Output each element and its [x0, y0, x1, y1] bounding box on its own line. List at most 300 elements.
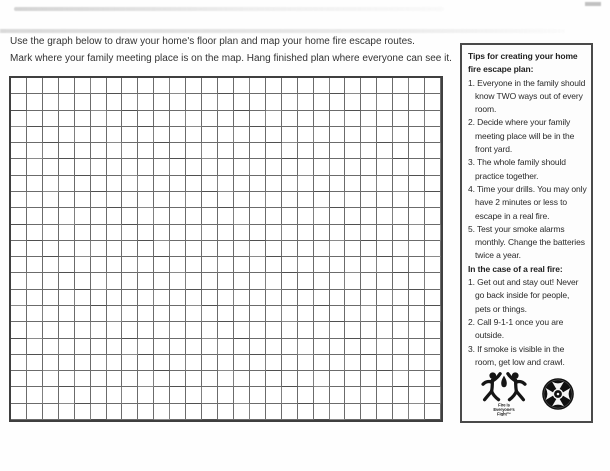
- grid-cell: [425, 94, 441, 110]
- grid-cell: [377, 257, 393, 273]
- grid-cell: [266, 257, 282, 273]
- grid-cell: [298, 94, 314, 110]
- grid-cell: [154, 143, 170, 159]
- grid-cell: [122, 257, 138, 273]
- grid-cell: [75, 192, 91, 208]
- grid-cell: [330, 371, 346, 387]
- grid-cell: [393, 339, 409, 355]
- grid-cell: [59, 159, 75, 175]
- grid-cell: [266, 111, 282, 127]
- grid-cell: [122, 306, 138, 322]
- grid-cell: [202, 94, 218, 110]
- grid-cell: [393, 176, 409, 192]
- grid-cell: [27, 176, 43, 192]
- grid-cell: [234, 290, 250, 306]
- grid-cell: [282, 273, 298, 289]
- grid-cell: [107, 208, 123, 224]
- instruction-line: Mark where your family meeting place is on the map. Hang finished plan where everyone can see it.: [10, 53, 452, 64]
- grid-cell: [170, 339, 186, 355]
- grid-cell: [107, 290, 123, 306]
- grid-cell: [377, 127, 393, 143]
- grid-cell: [154, 273, 170, 289]
- grid-cell: [154, 339, 170, 355]
- grid-cell: [122, 355, 138, 371]
- grid-cell: [345, 225, 361, 241]
- grid-cell: [186, 404, 202, 420]
- grid-cell: [298, 273, 314, 289]
- grid-cell: [314, 273, 330, 289]
- grid-cell: [298, 322, 314, 338]
- grid-cell: [266, 306, 282, 322]
- grid-cell: [314, 143, 330, 159]
- grid-cell: [91, 387, 107, 403]
- grid-cell: [170, 322, 186, 338]
- grid-cell: [234, 241, 250, 257]
- grid-cell: [91, 257, 107, 273]
- grid-cell: [298, 306, 314, 322]
- grid-cell: [27, 159, 43, 175]
- grid-cell: [298, 257, 314, 273]
- grid-cell: [138, 404, 154, 420]
- grid-cell: [186, 127, 202, 143]
- grid-cell: [138, 306, 154, 322]
- grid-cell: [218, 273, 234, 289]
- grid-cell: [27, 306, 43, 322]
- grid-cell: [154, 322, 170, 338]
- grid-cell: [377, 241, 393, 257]
- grid-cell: [218, 111, 234, 127]
- real-fire-steps-list: [468, 276, 587, 369]
- grid-cell: [314, 290, 330, 306]
- grid-cell: [314, 404, 330, 420]
- grid-cell: [282, 387, 298, 403]
- grid-cell: [361, 159, 377, 175]
- grid-cell: [282, 192, 298, 208]
- logo-text-line: Fire is: [498, 402, 511, 408]
- grid-cell: [186, 257, 202, 273]
- tip-item: 4. Time your drills. You may only have 2 minutes or less to escape in a real fire.: [468, 183, 587, 221]
- grid-cell: [361, 387, 377, 403]
- grid-cell: [202, 127, 218, 143]
- grid-cell: [43, 306, 59, 322]
- grid-cell: [91, 290, 107, 306]
- grid-cell: [393, 322, 409, 338]
- grid-cell: [266, 192, 282, 208]
- grid-cell: [330, 127, 346, 143]
- grid-cell: [377, 387, 393, 403]
- grid-cell: [11, 404, 27, 420]
- grid-cell: [154, 208, 170, 224]
- grid-cell: [43, 322, 59, 338]
- grid-cell: [250, 290, 266, 306]
- grid-cell: [186, 225, 202, 241]
- grid-cell: [154, 404, 170, 420]
- tips-panel: [460, 43, 593, 423]
- grid-cell: [107, 257, 123, 273]
- grid-cell: [202, 339, 218, 355]
- grid-cell: [330, 290, 346, 306]
- grid-cell: [154, 257, 170, 273]
- grid-cell: [234, 306, 250, 322]
- grid-cell: [425, 404, 441, 420]
- grid-cell: [122, 371, 138, 387]
- grid-cell: [138, 322, 154, 338]
- grid-cell: [138, 94, 154, 110]
- grid-cell: [250, 306, 266, 322]
- grid-cell: [266, 241, 282, 257]
- grid-cell: [345, 290, 361, 306]
- grid-cell: [91, 339, 107, 355]
- grid-cell: [11, 143, 27, 159]
- grid-cell: [186, 94, 202, 110]
- grid-cell: [122, 404, 138, 420]
- grid-cell: [27, 355, 43, 371]
- scan-artifact: [585, 2, 601, 6]
- grid-cell: [59, 355, 75, 371]
- grid-cell: [154, 176, 170, 192]
- grid-cell: [27, 273, 43, 289]
- grid-cell: [377, 192, 393, 208]
- grid-cell: [202, 371, 218, 387]
- grid-cell: [361, 143, 377, 159]
- grid-cell: [107, 355, 123, 371]
- grid-cell: [250, 257, 266, 273]
- grid-cell: [345, 273, 361, 289]
- grid-cell: [345, 404, 361, 420]
- grid-cell: [250, 273, 266, 289]
- grid-cell: [393, 192, 409, 208]
- grid-cell: [393, 78, 409, 94]
- grid-cell: [330, 192, 346, 208]
- grid-cell: [202, 143, 218, 159]
- grid-cell: [266, 404, 282, 420]
- grid-cell: [314, 127, 330, 143]
- grid-cell: [234, 176, 250, 192]
- grid-cell: [218, 225, 234, 241]
- grid-cell: [59, 94, 75, 110]
- grid-cell: [330, 159, 346, 175]
- grid-cell: [107, 127, 123, 143]
- real-fire-step: 3. If smoke is visible in the room, get low and crawl.: [468, 343, 565, 367]
- tips-list: [468, 77, 587, 263]
- grid-cell: [27, 225, 43, 241]
- grid-cell: [345, 192, 361, 208]
- grid-cell: [154, 159, 170, 175]
- grid-cell: [282, 94, 298, 110]
- fire-department-badge-icon: [541, 377, 575, 411]
- grid-cell: [266, 176, 282, 192]
- scan-artifact: [14, 7, 444, 11]
- grid-cell: [425, 371, 441, 387]
- grid-cell: [91, 241, 107, 257]
- grid-cell: [298, 78, 314, 94]
- grid-cell: [330, 176, 346, 192]
- grid-cell: [138, 225, 154, 241]
- grid-cell: [282, 339, 298, 355]
- grid-cell: [154, 127, 170, 143]
- grid-cell: [314, 257, 330, 273]
- grid-cell: [11, 111, 27, 127]
- grid-cell: [122, 192, 138, 208]
- grid-cell: [330, 78, 346, 94]
- grid-cell: [425, 355, 441, 371]
- grid-cell: [377, 306, 393, 322]
- grid-cell: [107, 404, 123, 420]
- grid-cell: [186, 208, 202, 224]
- grid-cell: [330, 257, 346, 273]
- grid-cell: [409, 94, 425, 110]
- grid-cell: [314, 208, 330, 224]
- grid-cell: [91, 143, 107, 159]
- grid-cell: [170, 111, 186, 127]
- grid-cell: [43, 273, 59, 289]
- grid-cell: [43, 290, 59, 306]
- grid-cell: [218, 127, 234, 143]
- grid-cell: [425, 159, 441, 175]
- grid-cell: [107, 176, 123, 192]
- grid-cell: [298, 225, 314, 241]
- grid-cell: [409, 111, 425, 127]
- grid-cell: [314, 241, 330, 257]
- grid-cell: [250, 322, 266, 338]
- grid-cell: [91, 176, 107, 192]
- grid-cell: [361, 290, 377, 306]
- grid-cell: [377, 225, 393, 241]
- grid-cell: [59, 176, 75, 192]
- grid-cell: [314, 94, 330, 110]
- grid-cell: [75, 290, 91, 306]
- grid-cell: [202, 111, 218, 127]
- grid-cell: [250, 111, 266, 127]
- grid-cell: [266, 355, 282, 371]
- grid-cell: [425, 290, 441, 306]
- grid-cell: [314, 322, 330, 338]
- grid-cell: [107, 225, 123, 241]
- grid-cell: [75, 143, 91, 159]
- grid-cell: [122, 208, 138, 224]
- grid-cell: [122, 322, 138, 338]
- grid-cell: [27, 387, 43, 403]
- grid-cell: [298, 404, 314, 420]
- grid-cell: [218, 143, 234, 159]
- grid-cell: [377, 339, 393, 355]
- grid-cell: [361, 339, 377, 355]
- grid-cell: [361, 176, 377, 192]
- grid-cell: [75, 355, 91, 371]
- grid-cell: [154, 371, 170, 387]
- grid-cell: [234, 322, 250, 338]
- grid-cell: [186, 143, 202, 159]
- grid-cell: [59, 127, 75, 143]
- grid-cell: [122, 387, 138, 403]
- grid-cell: [59, 404, 75, 420]
- grid-cell: [409, 78, 425, 94]
- grid-cell: [425, 225, 441, 241]
- grid-cell: [107, 192, 123, 208]
- grid-cell: [138, 290, 154, 306]
- grid-cell: [218, 159, 234, 175]
- grid-cell: [75, 127, 91, 143]
- grid-cell: [75, 273, 91, 289]
- grid-cell: [314, 371, 330, 387]
- grid-cell: [234, 339, 250, 355]
- grid-cell: [377, 176, 393, 192]
- grid-cell: [409, 306, 425, 322]
- grid-cell: [234, 159, 250, 175]
- grid-cell: [330, 387, 346, 403]
- instruction-line: Use the graph below to draw your home's floor plan and map your home fire escape routes.: [10, 36, 415, 47]
- grid-cell: [11, 176, 27, 192]
- grid-cell: [314, 306, 330, 322]
- grid-cell: [170, 159, 186, 175]
- grid-cell: [122, 241, 138, 257]
- grid-cell: [11, 127, 27, 143]
- grid-cell: [11, 355, 27, 371]
- grid-cell: [75, 404, 91, 420]
- grid-cell: [361, 371, 377, 387]
- grid-cell: [234, 404, 250, 420]
- grid-cell: [91, 306, 107, 322]
- flame-icon: [502, 376, 508, 388]
- grid-cell: [138, 339, 154, 355]
- grid-cell: [75, 306, 91, 322]
- grid-cell: [250, 339, 266, 355]
- grid-cell: [282, 257, 298, 273]
- grid-cell: [330, 404, 346, 420]
- grid-cell: [266, 290, 282, 306]
- grid-cell: [377, 273, 393, 289]
- grid-cell: [43, 127, 59, 143]
- grid-cell: [345, 306, 361, 322]
- grid-cell: [59, 143, 75, 159]
- grid-cell: [266, 94, 282, 110]
- grid-cell: [425, 257, 441, 273]
- grid-cell: [330, 143, 346, 159]
- grid-cell: [122, 127, 138, 143]
- tip-item: 3. The whole family should practice together.: [468, 157, 566, 181]
- grid-cell: [202, 225, 218, 241]
- grid-cell: [218, 387, 234, 403]
- grid-cell: [409, 339, 425, 355]
- grid-cell: [282, 306, 298, 322]
- grid-cell: [218, 208, 234, 224]
- grid-cell: [425, 387, 441, 403]
- grid-cell: [345, 143, 361, 159]
- grid-cell: [59, 273, 75, 289]
- grid-cell: [154, 225, 170, 241]
- grid-cell: [27, 78, 43, 94]
- grid-cell: [202, 208, 218, 224]
- grid-cell: [154, 241, 170, 257]
- grid-cell: [345, 387, 361, 403]
- grid-cell: [202, 257, 218, 273]
- grid-cell: [91, 225, 107, 241]
- grid-cell: [266, 208, 282, 224]
- grid-cell: [170, 192, 186, 208]
- grid-cell: [138, 143, 154, 159]
- grid-cell: [330, 94, 346, 110]
- grid-cell: [170, 387, 186, 403]
- grid-cell: [202, 241, 218, 257]
- grid-cell: [43, 192, 59, 208]
- grid-cell: [409, 273, 425, 289]
- grid-cell: [234, 208, 250, 224]
- grid-cell: [59, 339, 75, 355]
- grid-cell: [11, 290, 27, 306]
- grid-cell: [186, 387, 202, 403]
- grid-cell: [250, 94, 266, 110]
- grid-cell: [330, 225, 346, 241]
- grid-cell: [186, 355, 202, 371]
- grid-cell: [234, 143, 250, 159]
- grid-cell: [314, 111, 330, 127]
- grid-cell: [234, 355, 250, 371]
- grid-cell: [361, 225, 377, 241]
- grid-cell: [186, 176, 202, 192]
- grid-cell: [393, 404, 409, 420]
- grid-cell: [425, 306, 441, 322]
- grid-cell: [107, 339, 123, 355]
- grid-cell: [218, 339, 234, 355]
- grid-cell: [107, 94, 123, 110]
- grid-cell: [425, 339, 441, 355]
- grid-cell: [11, 387, 27, 403]
- grid-cell: [59, 322, 75, 338]
- grid-cell: [138, 355, 154, 371]
- grid-cell: [298, 208, 314, 224]
- grid-cell: [138, 127, 154, 143]
- grid-cell: [298, 355, 314, 371]
- grid-cell: [27, 371, 43, 387]
- grid-cell: [393, 355, 409, 371]
- grid-cell: [27, 111, 43, 127]
- grid-cell: [91, 273, 107, 289]
- grid-cell: [393, 111, 409, 127]
- grid-cell: [250, 176, 266, 192]
- grid-cell: [361, 192, 377, 208]
- grid-cell: [298, 192, 314, 208]
- grid-cell: [409, 387, 425, 403]
- grid-cell: [11, 322, 27, 338]
- grid-cell: [393, 371, 409, 387]
- grid-cell: [43, 78, 59, 94]
- grid-cell: [393, 257, 409, 273]
- grid-cell: [250, 387, 266, 403]
- grid-cell: [91, 208, 107, 224]
- grid-cell: [75, 94, 91, 110]
- grid-cell: [138, 371, 154, 387]
- grid-cell: [27, 404, 43, 420]
- grid-cell: [107, 322, 123, 338]
- grid-cell: [122, 339, 138, 355]
- grid-cell: [11, 192, 27, 208]
- grid-cell: [250, 355, 266, 371]
- grid-cell: [234, 94, 250, 110]
- grid-cell: [107, 371, 123, 387]
- grid-cell: [11, 159, 27, 175]
- grid-cell: [345, 111, 361, 127]
- grid-cell: [282, 404, 298, 420]
- grid-cell: [393, 159, 409, 175]
- grid-cell: [107, 273, 123, 289]
- grid-cell: [345, 78, 361, 94]
- grid-cell: [361, 208, 377, 224]
- grid-cell: [154, 306, 170, 322]
- grid-cell: [107, 111, 123, 127]
- grid-cell: [11, 241, 27, 257]
- grid-cell: [154, 94, 170, 110]
- grid-cell: [138, 208, 154, 224]
